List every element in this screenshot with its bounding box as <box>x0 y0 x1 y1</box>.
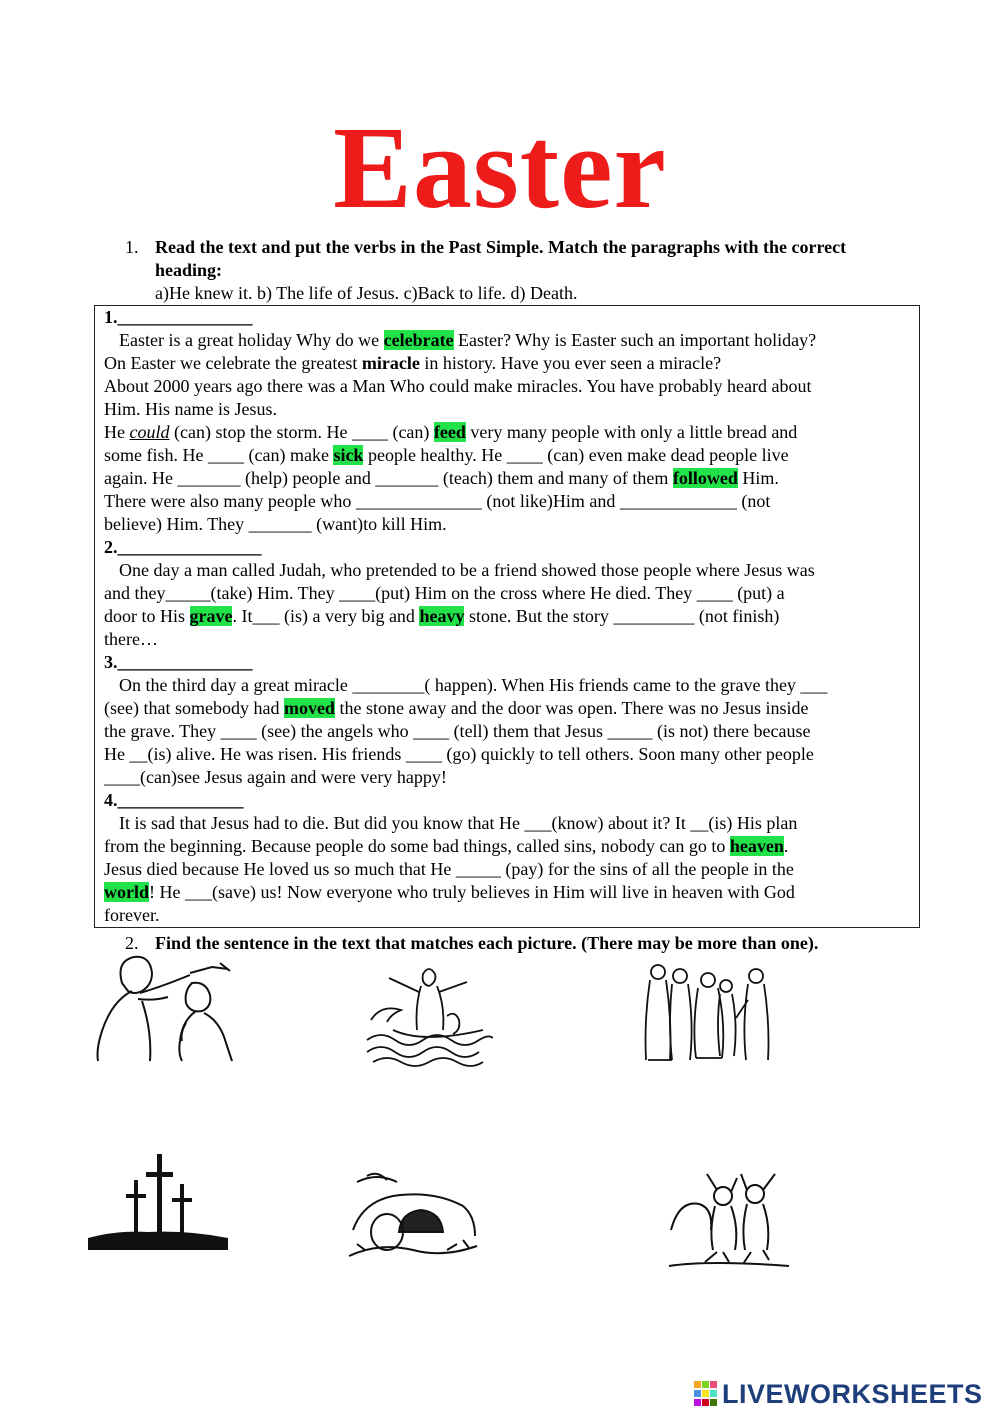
paragraph-number: 4. <box>104 790 118 810</box>
text-segment: Him. His name is Jesus. <box>104 399 277 419</box>
text-line <box>104 904 914 927</box>
text-segment: door to His <box>104 606 190 626</box>
text-segment: He __(is) alive. He was risen. His friends ____ (go) quickly to tell others. Soon many other people <box>104 744 814 764</box>
heading-answer-blank[interactable]: ________________ <box>117 537 262 557</box>
text-segment: ! He ___(save) us! Now everyone who truly believes in Him will live in heaven with God <box>149 882 795 902</box>
text-line <box>104 490 914 513</box>
text-segment: There were also many people who ______________ (not like)Him and _____________ (not <box>104 491 771 511</box>
text-segment: believe) Him. They _______ (want)to kill Him. <box>104 514 447 534</box>
text-line <box>104 467 914 490</box>
text-line <box>104 881 914 904</box>
text-segment: On the third day a great miracle ________( happen). When His friends came to the grave they ___ <box>119 675 828 695</box>
highlighted-word: heavy <box>419 606 465 626</box>
text-segment: (see) that somebody had <box>104 698 284 718</box>
text-segment: On Easter we celebrate the greatest <box>104 353 362 373</box>
heading-answer-blank[interactable]: _______________ <box>117 652 253 672</box>
task-2-instruction: Find the sentence in the text that matches each picture. (There may be more than one). <box>155 933 819 953</box>
text-segment: forever. <box>104 905 160 925</box>
text-line <box>104 697 914 720</box>
paragraph-heading <box>104 306 914 329</box>
text-segment: It is sad that Jesus had to die. But did you know that He ___(know) about it? It __(is) His plan <box>119 813 798 833</box>
text-segment: some fish. He ____ (can) make <box>104 445 334 465</box>
highlighted-word: moved <box>283 698 335 718</box>
page-title: Easter <box>333 102 667 233</box>
text-line <box>104 444 914 467</box>
text-line <box>104 605 914 628</box>
tomb-picture <box>347 1170 479 1265</box>
text-line <box>104 421 914 444</box>
text-line <box>104 352 914 375</box>
text-line <box>104 513 914 536</box>
text-line <box>104 766 914 789</box>
healing-picture <box>92 953 240 1063</box>
text-line <box>104 674 914 697</box>
task-1-headings: a)He knew it. b) The life of Jesus. c)Back to life. d) Death. <box>155 283 578 303</box>
task-2 <box>125 932 945 955</box>
text-line <box>104 812 914 835</box>
text-line <box>104 398 914 421</box>
text-line <box>104 628 914 651</box>
liveworksheets-logo <box>694 1377 983 1411</box>
text-segment: the stone away and the door was open. There was no Jesus inside <box>334 698 809 718</box>
paragraph-number: 2. <box>104 537 118 557</box>
text-segment: He <box>104 422 130 442</box>
text-line <box>104 375 914 398</box>
text-line <box>104 720 914 743</box>
text-line <box>104 329 914 352</box>
crowd-picture <box>638 960 773 1070</box>
text-segment: (can) stop the storm. He ____ (can) <box>169 422 434 442</box>
text-segment: from the beginning. Because people do some bad things, called sins, nobody can go to <box>104 836 730 856</box>
text-segment: stone. But the story _________ (not finish) <box>464 606 780 626</box>
text-segment: again. He _______ (help) people and _______ (teach) them and many of them <box>104 468 673 488</box>
highlighted-word: followed <box>672 468 738 488</box>
text-segment: . It___ (is) a very big and <box>232 606 420 626</box>
text-line <box>104 559 914 582</box>
example-answer: could <box>129 422 170 442</box>
task-1-number: 1. <box>125 237 139 257</box>
liveworksheets-brand: LIVEWORKSHEETS <box>722 1378 983 1409</box>
text-segment: there… <box>104 629 158 649</box>
text-segment: . <box>783 836 789 856</box>
paragraph-heading <box>104 789 914 812</box>
task-1 <box>125 236 895 305</box>
heading-answer-blank[interactable]: _______________ <box>117 307 253 327</box>
text-segment: Easter? Why is Easter such an important holiday? <box>453 330 817 350</box>
paragraph-number: 1. <box>104 307 118 327</box>
highlighted-word: world <box>104 882 149 902</box>
text-segment: in history. Have you ever seen a miracle? <box>419 353 722 373</box>
text-segment: About 2000 years ago there was a Man Who could make miracles. You have probably heard about <box>104 376 812 396</box>
highlighted-word: feed <box>433 422 466 442</box>
liveworksheets-icon <box>694 1381 718 1407</box>
text-segment: and they_____(take) Him. They ____(put) Him on the cross where He died. They ____ (put) a <box>104 583 785 603</box>
text-line <box>104 743 914 766</box>
highlighted-word: celebrate <box>383 330 454 350</box>
text-segment: very many people with only a little bread and <box>465 422 798 442</box>
rejoicing-picture <box>665 1170 793 1270</box>
paragraph-heading <box>104 651 914 674</box>
text-segment: Easter is a great holiday Why do we <box>119 330 384 350</box>
text-line <box>104 858 914 881</box>
reading-text <box>104 306 914 927</box>
text-line <box>104 582 914 605</box>
paragraph-heading <box>104 536 914 559</box>
text-segment: the grave. They ____ (see) the angels who ____ (tell) them that Jesus _____ (is not) there because <box>104 721 811 741</box>
paragraph-number: 3. <box>104 652 118 672</box>
text-segment: Him. <box>737 468 779 488</box>
text-segment: One day a man called Judah, who pretended to be a friend showed those people where Jesus was <box>119 560 815 580</box>
highlighted-word: sick <box>333 445 364 465</box>
bold-word: miracle <box>361 353 420 373</box>
calming-storm-picture <box>363 960 493 1070</box>
crosses-picture <box>88 1150 228 1250</box>
task-1-instruction: Read the text and put the verbs in the Past Simple. Match the paragraphs with the correct heading: <box>155 237 847 280</box>
task-2-number: 2. <box>125 933 139 953</box>
heading-answer-blank[interactable]: ______________ <box>117 790 244 810</box>
text-segment: Jesus died because He loved us so much that He _____ (pay) for the sins of all the people in the <box>104 859 794 879</box>
text-segment: people healthy. He ____ (can) even make dead people live <box>363 445 789 465</box>
highlighted-word: grave <box>189 606 233 626</box>
text-line <box>104 835 914 858</box>
highlighted-word: heaven <box>729 836 784 856</box>
text-segment: ____(can)see Jesus again and were very happy! <box>104 767 447 787</box>
